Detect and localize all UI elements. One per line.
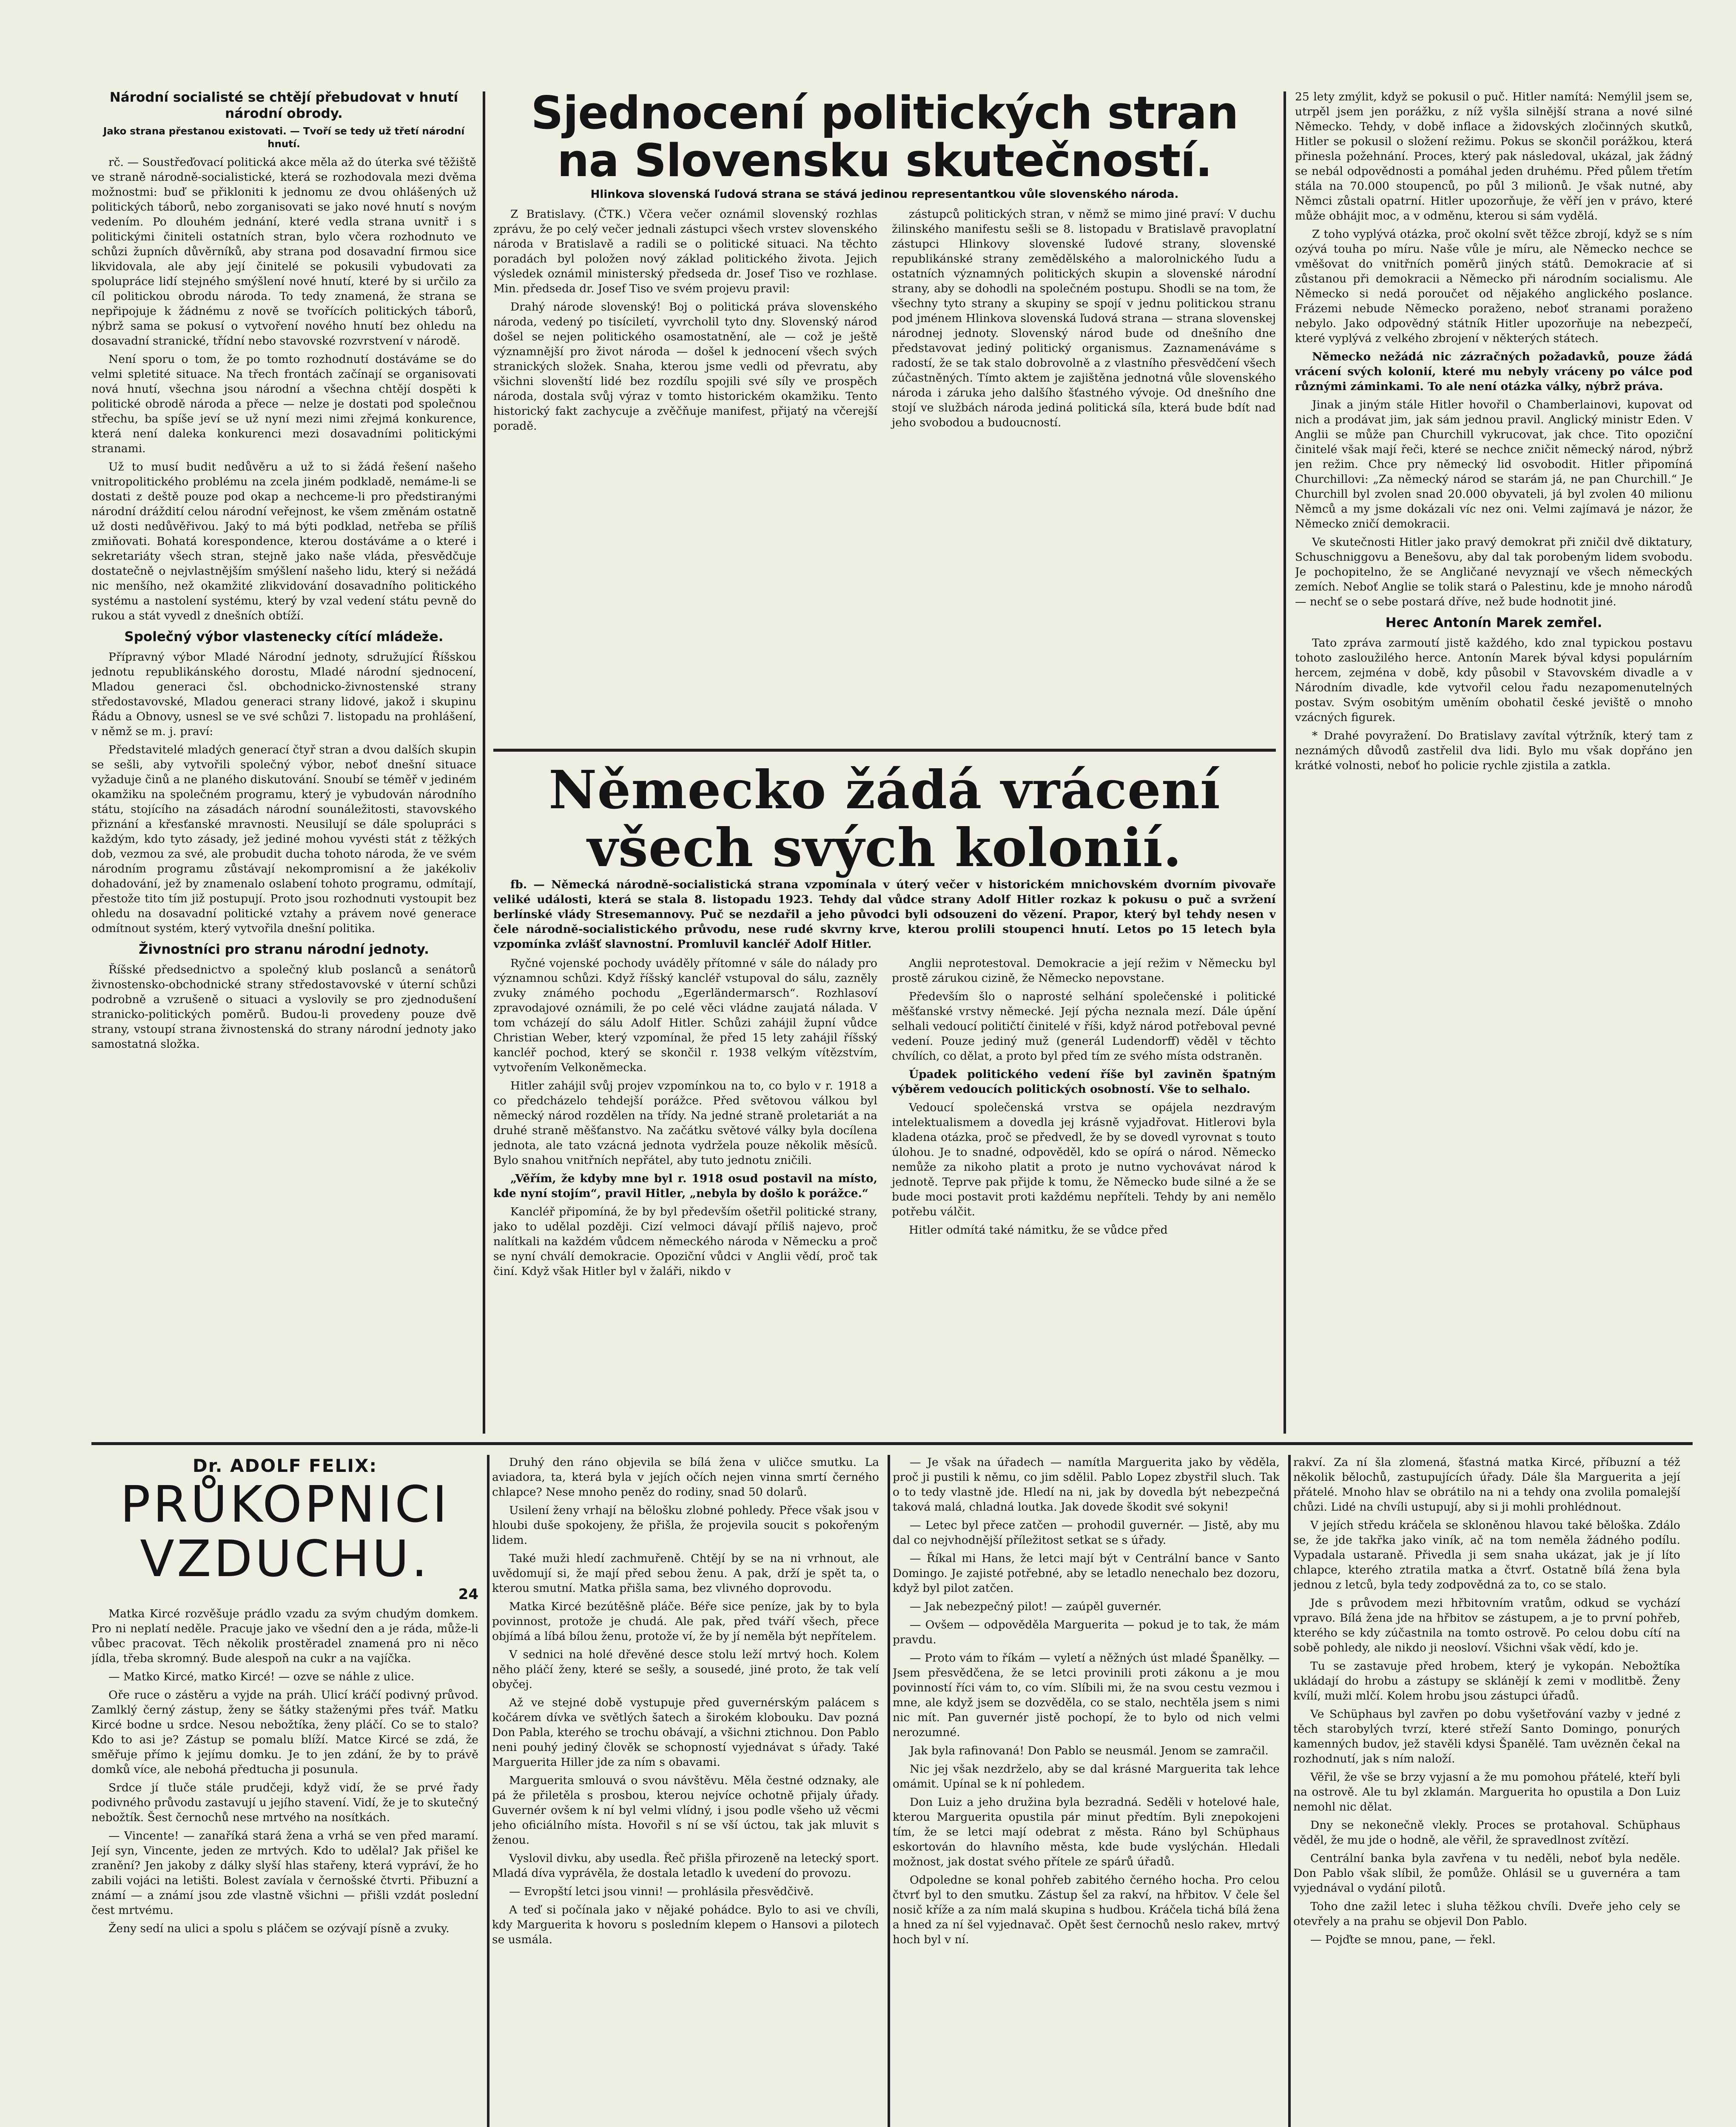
serial-paragraph: V sednici na holé dřevěné desce stolu leží mrtvý hoch. Kolem něho pláčí ženy, které se sešly, a sousedé, jiné proto, že tak velí obyčej. <box>492 1648 879 1691</box>
serial-paragraph: Toho dne zažil letec i sluha těžkou chvíli. Dveře jeho cely se otevřely a na prahu se objevil Don Pablo. <box>1293 1900 1680 1928</box>
article-paragraph: Přípravný výbor Mladé Národní jednoty, sdružující Říšskou jednotu republikánského dorostu, Mladé národní sjednocení, Mladou generaci čsl. obchodnicko-živnostenské strany středostavovské, Mladou generaci strany lidové, jakož i skupinu Řádu a Obnovy, usnesl se ve své schůzi 7. listopadu na prohlášení, v němž se m. j. praví: <box>91 650 476 738</box>
serial-title-line-2: VZDUCHU. <box>140 1529 430 1588</box>
serial-paragraph: — Matko Kircé, matko Kircé! — ozve se náhle z ulice. <box>108 1670 415 1683</box>
article-paragraph: Představitelé mladých generací čtyř stran a dvou dalších skupin se sešli, aby vytvořili společný výbor, neboť dnešní situace vyžaduje činů a ne planého diskutování. Snoubí se téměř v jediném okamžiku na společném programu, který je vybudován národního státu, stojícího na zásadách národní sounáležitosti, stavovského přiznání a křesťanské mravnosti. Neusilují se dále spolupráci s každým, kdo tyto zásady, jež jediné mohou vyvésti stát z těžkých dob, vezmou za své, ale probudit ducha tohoto národa, že ve svém národním programu zůstávají nekompromisní a že jakékoliv dohadování, jež by znamenalo oslabení tohoto programu, odmítají, přestože tito tím již postupují. Proto jsou rozhodnuti vystoupit bez ohledu na dosavadní politické vztahy a právem nové generace odmítnout systém, který vytvořila dnešní politika. <box>91 743 476 935</box>
article-headline-germany-colonies: Německo žádá vrácení všech svých kolonií. <box>549 761 1221 879</box>
article-paragraph: Drahý národe slovenský! Boj o politická práva slovenského národa, vedený po tisíciletí, vyvrcholil tyto dny. Slovenský národ došel se nejen politického osamostatnění, ale — což je ještě významnější pro život národa — došel k jednocení všech svých stranických složek. Snaha, kterou jsme vedli od převratu, aby všichni slovenští lidé bez rozdílu spojili své síly ve prospěch národa, dostala svůj výraz v tomto historickém okamžiku. Tento historický fakt zachycuje a zvěčňuje manifest, přijatý na včerejší poradě. <box>493 300 877 433</box>
article-headline-slovakia: Sjednocení politických stran na Slovensku skutečností. <box>531 89 1238 187</box>
column-rule <box>1284 91 1286 1434</box>
serial-paragraph: rakví. Za ní šla zlomená, šťastná matka Kircé, příbuzní a též několik bělochů, zastupujících úřady. Dále šla Marguerita a její přátelé. Mnoho hlav se obrátilo na ni a tehdy ona zvolila pomalejší chůzi. Lidé na chvíli ustupují, aby si ji mohli prohlédnout. <box>1293 1456 1680 1514</box>
section-rule <box>493 749 1276 752</box>
article-paragraph: Tato zpráva zarmoutí jistě každého, kdo znal typickou postavu tohoto zasloužilého herce. Antonín Marek býval kdysi populárním hercem, zejména v době, kdy působil v Stavovském divadle a v Národním divadle, kde vytvořil celou řadu nezapomenutelných postav. Svým osobitým uměním obohatil české jeviště o mnoho vzácných figurek. <box>1295 636 1693 724</box>
serial-title-line-1: PRŮKOPNICI <box>120 1475 450 1534</box>
article-headline-tradesmen: Živnostníci pro stranu národní jednoty. <box>139 942 429 957</box>
article-paragraph: Už to musí budit nedůvěru a už to si žádá řešení našeho vnitropolitického problému na zcela jiném podkladě, nemáme-li se dostati z deště pouze pod okap a nechceme-li pro předstiranými národní dráždití celou národní veřejnost, ke všem změnám ostatně už dosti nedůvěřivou. Jaký to má býti podklad, netřeba se příliš zmiňovati. Bohatá korespondence, kterou dostáváme a o které i sekretariáty všech stran, stejně jako naše vláda, přesvědčuje dostatečně o nejvlastnějším smýšlení našeho lidu, který si nežádá nic menšího, než okamžité zlikvidování dosavadního politického systému a nastolení systému, který by vzal vedení státu pevně do rukou a stát vyvedl z dnešních obtíží. <box>91 460 476 622</box>
serial-paragraph: Srdce jí tluče stále prudčeji, když vidí, že se prvé řady podivného průvodu zastavují u jejího stavení. Vidí, že je to skutečný nebožtík. Šest černochů nese mrtvého na nosítkách. <box>91 1781 478 1824</box>
column-national-socialists <box>91 89 476 1434</box>
serial-paragraph: Centrální banka byla zavřena v tu neděli, neboť byla neděle. Don Pablo však slíbil, že pomůže. Ohlásil se u guvernéra a tam vyjednával o vydání pilotů. <box>1293 1852 1680 1895</box>
serial-paragraph: Druhý den ráno objevila se bílá žena v uličce smutku. La aviadora, ta, která byla v jejích očích nejen vinna smrtí černého chlapce? Nese mnoho peněz do rodiny, snad 50 dolarů. <box>492 1456 879 1499</box>
serial-paragraph: Vyslovil divku, aby usedla. Řeč přišla přirozeně na letecký sport. Mladá díva vyprávěla, že dostala letadlo k uvedení do provozu. <box>492 1852 879 1880</box>
column-rule <box>483 91 485 1434</box>
article-paragraph: rč. — Soustřeďovací politická akce měla až do úterka své těžiště ve straně národně-socialistické, která se rozhodovala mezi dvěma možnostmi: buď se přikloniti k jednomu ze dvou ohlášených už politických táborů, nebo zorganisovati se jako nové hnutí s novým vedením. Po dlouhém jednání, které vedla strana uvnitř i s politickými činiteli ostatních stran, bylo včera rozhodnuto ve schůzi župních důvěrníků, aby strana pod dosavadní firmou sice likvidovala, ale aby její činitelé se pokusili vybudovati za spolupráce lidí stejného smýšlení nové hnutí, které by si určilo za cíl politickou obrodu národa. To tedy znamená, že strana se nepřipojuje k žádnému z nově se tvořících politických táborů, nýbrž sama se pokusí o vytvoření nového hnutí bez ohledu na dosavadní stranické, třídní nebo stavovské rozvrstvení v národě. <box>91 156 476 348</box>
serial-paragraph: Dny se nekonečně vlekly. Proces se protahoval. Schüphaus věděl, že mu jde o hodně, ale věřil, že spravedlnost zvítězí. <box>1293 1819 1680 1847</box>
article-deck-slovakia: Hlinkova slovenská ľudová strana se stává jedinou representantkou vůle slovenského národa. <box>590 188 1179 201</box>
article-paragraph: Říšské předsednictvo a společný klub poslanců a senátorů živnostensko-obchodnické strany středostavovské v úterní schůzi podrobně a vzrušeně o situaci a vyslovily se pro zjednodušení stranicko-politických poměrů. Budou-li provedeny pouze dvě strany, vstoupí strana živnostenská do strany národní jednoty jako samostatná složka. <box>91 963 476 1051</box>
article-headline-actor-marek: Herec Antonín Marek zemřel. <box>1385 615 1602 630</box>
serial-paragraph: Také muži hledí zachmuřeně. Chtějí by se na ni vrhnout, ale uvědomují si, že mají před sebou ženu. A pak, drží je spět ta, o kterou smutní. Matka přišla sama, bez vlivného doprovodu. <box>492 1552 879 1595</box>
serial-paragraph: Oře ruce o zástěru a vyjde na práh. Ulicí kráčí podivný průvod. Zamlklý černý zástup, ženy se šátky staženými přes tvář. Matku Kircé bodne u srdce. Nesou nebožtíka, ženy pláčí. Co se to stalo? Kdo to asi je? Zástup se pomalu blíží. Matce Kircé se zdá, že směřuje přímo k jejímu domku. Je to jen zdání, že by to právě domků více, ale nebohá předtucha ji posunula. <box>91 1688 478 1776</box>
serial-paragraph: Jak byla rafinovaná! Don Pablo se neusmál. Jenom se zamračil. <box>910 1744 1269 1757</box>
article-paragraph: Hitler odmítá také námitku, že se vůdce před <box>909 1223 1168 1237</box>
article-paragraph: Především šlo o naprosté selhání společenské i politické měšťanské vrstvy německé. Její pýcha neznala mezí. Dále úpění selhali vedoucí političtí činitelé v říši, když národ potřeboval pevné vedení. Pouze jediný muž (generál Ludendorff) věděl v těchto chvílích, co dělat, a proto byl před tím ze svého místa odstraněn. <box>892 990 1276 1063</box>
serial-paragraph: — Proto vám to říkám — vyletí a něžných úst mladé Španělky. — Jsem přesvědčena, že se letci provinili proti zákonu a je mou povinností říci vám to, co vím. Slíbili mi, že na svou cestu vezmou i mne, ale když jsem se dozvěděla, co se stalo, nechtěla jsem s nimi nic mít. Pan guvernér jistě pochopí, že to bylo od nich velmi nerozumné. <box>893 1651 1280 1739</box>
article-lead: fb. — Německá národně-socialistická strana vzpomínala v úterý večer v historickém mnichovském dvorním pivovaře veliké události, která se stala 8. listopadu 1923. Tehdy dal vůdce strany Adolf Hitler rozkaz k pokusu o puč a svržení berlínské vlády Stresemannovy. Puč se nezdařil a jeho původci byli odsouzeni do vězení. Prapor, který byl tehdy nesen v čele národně-socialistického průvodu, nese rudé skvrny krve, kterou prolili stoupenci hnutí. Letos po 15 letech byla vzpomínka zvlášť slavnostní. Promluvil kancléř Adolf Hitler. <box>493 878 1276 951</box>
serial-paragraph: — Evropští letci jsou vinni! — prohlásila přesvědčivě. <box>509 1885 814 1898</box>
serial-author: Dr. ADOLF FELIX: <box>192 1455 378 1476</box>
serial-paragraph: Věřil, že vše se brzy vyjasní a že mu pomohou přátelé, kteří byli na ostrově. Ale tu byl zklamán. Marguerita ho opustila a Don Luiz nemohl nic dělat. <box>1293 1771 1680 1813</box>
article-note: * Drahé povyražení. Do Bratislavy zavítal výtržník, který tam z neznámých důvodů zastřelil dva lidi. Bylo mu však dopřáno jen krátké volnosti, neboť ho policie rychle zjistila a zatkla. <box>1295 729 1693 772</box>
column-right <box>1295 89 1693 1434</box>
section-rule-serial <box>91 1442 1693 1445</box>
article-germany-colonies <box>493 761 1276 1434</box>
serial-paragraph: — Ovšem — odpověděla Marguerita — pokud je to tak, že mám pravdu. <box>893 1618 1280 1646</box>
serial-paragraph: Don Luiz a jeho družina byla bezradná. Seděli v hotelové hale, kterou Marguerita opustila pár minut předtím. Byli znepokojeni tím, že se letci mají odebrat z města. Ráno byl Schüphaus eskortován do hlavního města, kde bude vyslýchán. Hledali možnost, jak dostat svého přítele ze spárů úřadů. <box>893 1796 1280 1868</box>
serial-paragraph: Usilení ženy vrhají na bělošku zlobné pohledy. Přece však jsou v hloubi duše spokojeny, že přišla, že projevila soucit s pokořeným lidem. <box>492 1504 879 1547</box>
serial-paragraph: Až ve stejné době vystupuje před guvernérským palácem s kočárem dívka ve světlých šatech a širokém klobouku. Dav pozná Don Pabla, kterého se trochu obávají, a všichni ztichnou. Don Pablo neni pouhý jediný člověk se schopností vyjednávat s úřady. Také Marguerita Hiller jde za ním s obavami. <box>492 1696 879 1769</box>
serial-paragraph: Tu se zastavuje před hrobem, který je vykopán. Nebožtíka ukládají do hrobu a zástupy se sklánějí k zemi v modlitbě. Ženy kvílí, muži mlčí. Kolem hrobu jsou zástupci úřadů. <box>1293 1659 1680 1702</box>
serial-paragraph: V jejích středu kráčela se skloněnou hlavou také běloška. Zdálo se, že jde takřka jako viník, ač na tom neměla žádného podílu. Vypadala ustaraně. Přivedla ji sem snaha ukázat, jak je jí líto chlapce, kterého ztratila matka a čtvrť. Ostatně bílá žena byla jednou z letců, byla tedy zodpovědná za to, co se stalo. <box>1293 1519 1680 1591</box>
serial-paragraph: — Říkal mi Hans, že letci mají být v Centrální bance v Santo Domingo. Je zajisté potřebné, aby se letadlo nenechalo bez dozoru, když byl pilot zatčen. <box>893 1552 1280 1595</box>
column-rule <box>1288 1455 1291 2127</box>
article-paragraph: Jinak a jiným stále Hitler hovořil o Chamberlainovi, kupovat od nich a prodávat jim, jak sám jednou pravil. Anglický ministr Eden. V Anglii se může pan Churchill vykrucovat, jak chce. Tito opoziční činitelé však mají řeči, které se nechce zničit německý národ, nýbrž jen režim. Chce pry německý lid osvobodit. Hitler připomíná Churchillovi: „Za německý národ se starám já, ne pan Churchill.“ Je Churchill byl zvolen snad 20.000 obyvateli, já byl zvolen 40 milionu Němců a my jsme dokázali víc nez oni. Velmi zajímavá je názor, že Německo zničí demokracii. <box>1295 398 1693 530</box>
article-paragraph: Hitler zahájil svůj projev vzpomínkou na to, co bylo v r. 1918 a co předcházelo tehdejší porážce. Před světovou válkou byl německý národ rozdělen na třídy. Na jedné straně proletariát a na druhé straně měšťanstvo. Na začátku světové války byla docílena jednota, ale tato vzácná jednota vydržela pouze několik měsíců. Bylo snahou vnitřních nepřátel, aby tuto jednotu zničili. <box>493 1079 877 1167</box>
serial-paragraph: Jde s průvodem mezi hřbitovním vratům, odkud se vychází vpravo. Bílá žena jde na hřbitov se zástupem, a je to první pohřeb, kterého se kdy zúčastnila na tomto ostrově. Po celou dobu cítí na sobě pohledy, ale nikdo ji neosloví. Všichni však vědí, kdo je. <box>1293 1597 1680 1654</box>
serial-paragraph: Nic jej však nezdrželo, aby se dal krásné Marguerita tak lehce omámit. Upínal se k ní pohledem. <box>893 1762 1280 1791</box>
serial-paragraph: Matka Kircé bezútěšně pláče. Béře sice peníze, jak by to byla povinnost, protože je chudá. Ale pak, před tváří všech, přece objímá a líbá bílou ženu, protože ví, že by jí neměla být nepřítelem. <box>492 1600 879 1643</box>
article-paragraph: Kancléř připomíná, že by byl především ošetřil politické strany, jako to udělal později. Cizí velmoci dávají příliš najevo, proč nalítkali na každém vůdcem německého národa v Německu a proč se nyní chválí demokracie. Opoziční vůdci v Anglii vědí, proč tak činí. Když však Hitler byl v žaláři, nikdo v <box>493 1205 877 1278</box>
serial-paragraph: — Jak nebezpečný pilot! — zaúpěl guvernér. <box>910 1600 1162 1613</box>
article-paragraph: Z toho vyplývá otázka, proč okolní svět těžce zbrojí, když se s ním ozývá touha po míru. Naše vůle je míru, ale Německo nechce se vměšovat do vnitřních poměrů jiných států. Demokracie ať si zůstanou při demokracii a Německo při národním socialismu. Ale Německo si nedá poroučet od nějakého anglického poslance. Frázemi nebude Německo poraženo, neboť stranami poraženo nebylo. Jako odpovědný státník Hitler upozorňuje na nebezpečí, které vyplývá z velkého zbrojení v některých státech. <box>1295 228 1693 345</box>
serial-paragraph: Marguerita smlouvá o svou návštěvu. Měla čestné odznaky, ale pá že přiletěla s prosbou, kterou nejvíce ochotně přijaly úřady. Guvernér ovšem k ní byl velmi vlídný, i jsou podle všeho už věcmi jeho oficiálního místa. Hovořil s ní se vší úctou, tak jak mluvit s ženou. <box>492 1774 879 1847</box>
column-rule <box>888 1455 890 2127</box>
article-headline-national-socialists: Národní socialisté se chtějí přebudovat v hnutí národní obrody. <box>109 90 458 121</box>
serial-paragraph: Ženy sedí na ulici a spolu s pláčem se ozývají písně a zvuky. <box>108 1922 450 1935</box>
article-paragraph: Vedoucí společenská vrstva se opájela nezdravým intelektualismem a dovedla jej krásně vyjadřovat. Hitlerovi byla kladena otázka, proč se předvedl, že by se dovedl vyrovnat s touto úlohou. Je to snadné, odpověděl, kdo se opírá o národ. Německo nemůže za nikoho platit a proto je nutno vychovávat národ k jednotě. Teprve pak přijde k tomu, že Německo bude silné a že se bude moci postavit proti každému nepříteli. Tehdy by ani nemělo potřebu válčit. <box>892 1101 1276 1218</box>
serial-paragraph: A teď si počínala jako v nějaké pohádce. Bylo to asi ve chvíli, kdy Marguerita k hovoru s posledním klepem o Hansovi a pilotech se usmála. <box>492 1903 879 1946</box>
article-paragraph: 25 lety zmýlit, když se pokusil o puč. Hitler namítá: Nemýlil jsem se, utrpěl jsem jen porážku, z níž vyšla silnější strana a nové silné Německo. Tehdy, v době inflace a židovských zločinných skutků, Hitler se pokusil o složení režimu. Pokus se skončil porážkou, která přinesla požehnání. Proces, který pak následoval, ukázal, jak žádný se nebál odpovědnosti a pomáhal jeden druhému. Před půlem třetím stála na 70.000 stoupenců, po půl 3 milionů. Je však nutné, aby Němci zůstali opatrní. Hitler upozorňuje, že věří jen v právo, které může obhájit moc, a v odměnu, kterou si sám vydělá. <box>1295 90 1693 222</box>
article-slovakia <box>493 89 1276 744</box>
serial-paragraph: — Je však na úřadech — namítla Marguerita jako by věděla, proč ji pustili k němu, co jim sdělil. Pablo Lopez zbystřil sluch. Tak o to tedy vlastně jde. Hledí na ni, jak by dovedla být nebezpečná taková malá, chladná loutka. Jak dovede škodit své sokyni! <box>893 1456 1280 1514</box>
serial-paragraph: Odpoledne se konal pohřeb zabitého černého hocha. Pro celou čtvrť byl to den smutku. Zástup šel za rakví, na hřbitov. V čele šel nosič kříže a za ním malá skupina s hudbou. Kráčela tichá bílá žena a hned za ní šel vyjednavač. Opět šest černochů neslo rakev, mrtvý hoch byl v ní. <box>893 1873 1280 1946</box>
article-paragraph: Není sporu o tom, že po tomto rozhodnutí dostáváme se do velmi spletité situace. Na třech frontách začínají se organisovati nová hnutí, všechna jsou národní a všechna chtějí dospěti k politické obrodě národa a přece — nelze je dostati pod společnou střechu, ba spíše jeví se už nyní mezi nimi zřejmá konkurence, která není daleka konkurenci mezi dosavadními politickými stranami. <box>91 353 476 455</box>
serial-installment-number: 24 <box>458 1586 478 1603</box>
article-paragraph: zástupců politických stran, v němž se mimo jiné praví: V duchu žilinského manifestu sešli se 8. listopadu v Bratislavě pravoplatní zástupci Hlinkovy slovenské ľudové strany, slovenské republikánské strany zemědělského a malorolnického ľudu a ostatních významných politických skupin a slovenské národní strany, aby se dohodli na společném postupu. Shodli se na tom, že všechny tyto strany a skupiny se spojí v jednu politickou stranu pod jménem Hlinkova slovenská ľudová strana — strana slovenskej národnej jednoty. Slovenský národ bude od dnešního dne představovat jediný politický organismus. Zaznamenáváme s radostí, že se tak stalo dobrovolně a z vlastního přesvědčení všech zúčastněných. Tímto aktem je zajištěna jednotná vůle slovenského národa i záruka jeho dalšího šťastného vývoje. Od dnešního dne stojí ve službách národa jediná politická síla, která bude bdít nad jeho svobodou a budoucností. <box>892 208 1276 429</box>
article-paragraph: Anglii neprotestoval. Demokracie a její režim v Německu byl prostě zárukou cizině, že Německo nepovstane. <box>892 957 1276 985</box>
column-rule <box>487 1455 489 2127</box>
article-paragraph: Z Bratislavy. (ČTK.) Včera večer oznámil slovenský rozhlas zprávu, že po celý večer jednali zástupci všech vrstev slovenského národa v Bratislavě a radili se o politické situaci. Na těchto poradách byl položen nový základ politického života. Jejich výsledek oznámil ministerský předseda dr. Josef Tiso ve rozhlase. Min. předseda dr. Josef Tiso ve svém projevu pravil: <box>493 208 877 295</box>
article-kicker: Jako strana přestanou existovati. — Tvoří se tedy už třetí národní hnutí. <box>103 126 465 150</box>
serial-paragraph: — Vincente! — zanaříká stará žena a vrhá se ven před maramí. Její syn, Vincente, jeden ze mrtvých. Kdo to udělal? Jak přišel ke zranění? Jen jakoby z dálky slyší hlas stařeny, která vypráví, že ho zabili vojáci na letišti. Bolest zavíala v černošské čtvrti. Přibuzní a známí — a známí jsou zde vlastně všichni — přišli vzdát poslední čest mrtvému. <box>91 1829 478 1917</box>
serial-pioneers-of-air <box>91 1455 1693 2127</box>
article-quote: „Věřím, že kdyby mne byl r. 1918 osud postavil na místo, kde nyní stojím“, pravil Hitler, „nebyla by došlo k porážce.“ <box>493 1172 877 1200</box>
article-subheading: Úpadek politického vedení říše byl zaviněn špatným výběrem vedoucích politických osobností. Vše to selhalo. <box>892 1068 1276 1096</box>
serial-paragraph: — Pojďte se mnou, pane, — řekl. <box>1310 1933 1496 1946</box>
serial-paragraph: Matka Kircé rozvěšuje prádlo vzadu za svým chudým domkem. Pro ni neplatí neděle. Pracuje jako ve všední den a je ráda, může-li vůbec pracovat. Těch několik prostěradel znamená pro ni něco jídla, třeba skromný. Bude alespoň na cukr a na vajíčka. <box>91 1607 478 1665</box>
serial-paragraph: Ve Schüphaus byl zavřen po dobu vyšetřování vazby v jedné z těch starobylých tvrzí, které střeží Santo Domingo, ponurých kamenných budov, jež stavěli kdysi Španělé. Tam uvězněn čekal na rozhodnutí, jak s ním naloží. <box>1293 1708 1680 1765</box>
serial-paragraph: — Letec byl přece zatčen — prohodil guvernér. — Jistě, aby mu dal co nejvhodnější příležitost setkat se s úřady. <box>893 1519 1280 1547</box>
article-paragraph-bold: Německo nežádá nic zázračných požadavků, pouze žádá vrácení svých kolonií, které mu nebyly vráceny po válce pod různými záminkami. To ale není otázka války, nýbrž práva. <box>1295 350 1693 393</box>
article-headline-youth-committee: Společný výbor vlastenecky cítící mládeže. <box>124 629 444 644</box>
article-paragraph: Ve skutečnosti Hitler jako pravý demokrat při zničil dvě diktatury, Schuschniggovu a Benešovu, aby dal tak porobeným lidem svobodu. Je pochopitelno, že se Angličané nevyznají ve všech německých zemích. Neboť Anglie se tolik stará o Palestinu, kde je mnoho národů — nechť se o sebe postará dříve, než bude hodnotit jiné. <box>1295 536 1693 608</box>
article-paragraph: Ryčné vojenské pochody uváděly přítomné v sále do nálady pro významnou schůzi. Když říšský kancléř vstupoval do sálu, zazněly zvuky známého pochodu „Egerländermarsch“. Rozhlasoví zpravodajové oznámili, že po celé věci vládne zaujatá nálada. V tom vcházejí do sálu Adolf Hitler. Schůzi zahájil župní vůdce Christian Weber, který vzpomínal, že před 15 lety zahájil říšský kancléř pochod, který se skončil r. 1938 velkým vítězstvím, vytvořením Velkoněmecka. <box>493 957 877 1074</box>
